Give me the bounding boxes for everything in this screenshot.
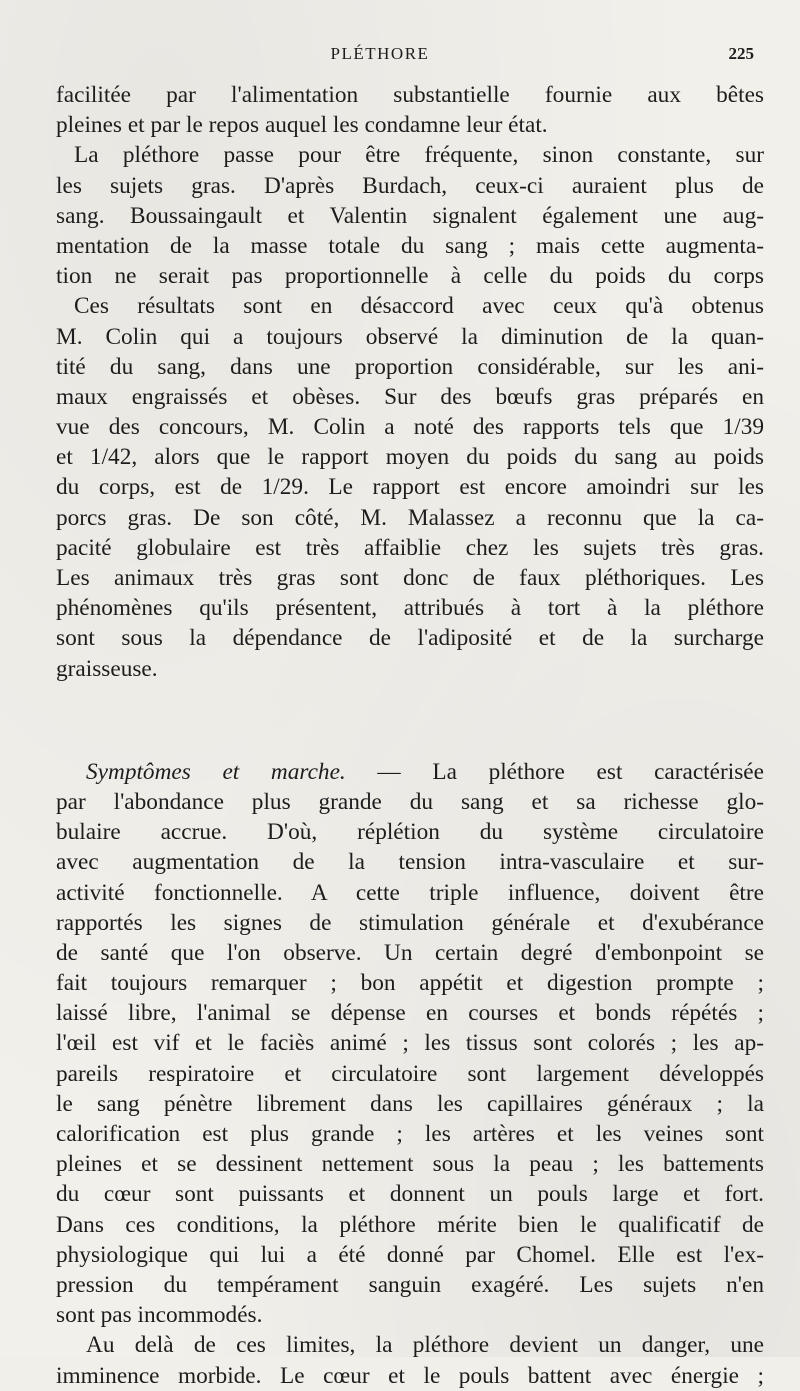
page-number: 225 — [728, 44, 754, 63]
text-line: vue des concours, M. Colin a noté des rapports tels que 1/39 — [56, 414, 764, 441]
text-line: porcs gras. De son côté, M. Malassez a reconnu que la ca- — [56, 504, 764, 531]
text-line: pacité globulaire est très affaiblie chez les sujets très gras. — [56, 534, 764, 561]
text-line: mentation de la masse totale du sang ; mais cette augmenta- — [56, 232, 764, 259]
text-line: les sujets gras. D'après Burdach, ceux-ci auraient plus de — [56, 172, 764, 199]
text-line: sont sous la dépendance de l'adiposité et de la surcharge — [56, 625, 764, 652]
section-heading: Symptômes et marche. — [86, 758, 346, 785]
text-line: Dans ces conditions, la pléthore mérite bien le qualificatif de — [56, 1211, 764, 1238]
text-line: physiologique qui lui a été donné par Chomel. Elle est l'ex- — [56, 1241, 764, 1268]
text-line: pareils respiratoire et circulatoire sont largement développés — [56, 1060, 764, 1087]
text-line: pression du tempérament sanguin exagéré. Les sujets n'en — [56, 1271, 764, 1298]
section-line-text: La pléthore est caractérisée — [432, 758, 764, 785]
text-line: calorification est plus grande ; les artères et les veines sont — [56, 1121, 764, 1147]
text-line: La pléthore passe pour être fréquente, sinon constante, sur — [74, 142, 764, 169]
text-line: Les animaux très gras sont donc de faux pléthoriques. Les — [56, 565, 764, 591]
text-line: rapportés les signes de stimulation générale et d'exubérance — [56, 909, 764, 936]
text-line: tion ne serait pas proportionnelle à celle du poids du corps — [56, 263, 764, 290]
text-line: activité fonctionnelle. A cette triple influence, doivent être — [56, 879, 764, 906]
text-line: maux engraissés et obèses. Sur des bœufs gras préparés en — [56, 383, 764, 410]
text-line: Ces résultats sont en désaccord avec ceux qu'à obtenus — [74, 293, 764, 320]
em-dash: — — [345, 758, 433, 785]
section-first-line — [56, 757, 764, 787]
text-line: M. Colin qui a toujours observé la diminution de la quan- — [56, 323, 764, 350]
body-text — [56, 80, 764, 1391]
text-line: facilitée par l'alimentation substantielle fournie aux bêtes — [56, 82, 764, 108]
text-line: tité du sang, dans une proportion considérable, sur les ani- — [56, 353, 764, 380]
text-line: avec augmentation de la tension intra-vasculaire et sur- — [56, 849, 764, 876]
text-line: sang. Boussaingault et Valentin signalent également une aug- — [56, 202, 764, 229]
text-line: pleines et se dessinent nettement sous la peau ; les battements — [56, 1151, 764, 1178]
text-line: laissé libre, l'animal se dépense en courses et bonds répétés ; — [56, 1000, 764, 1027]
section-spacer — [56, 684, 764, 757]
text-line: bulaire accrue. D'où, réplétion du système circulatoire — [56, 819, 764, 846]
text-line: imminence morbide. Le cœur et le pouls battent avec énergie ; — [56, 1362, 764, 1389]
text-line: sont pas incommodés. — [56, 1302, 263, 1329]
text-line: du corps, est de 1/29. Le rapport est encore amoindri sur les — [56, 474, 764, 501]
text-line: l'œil est vif et le faciès animé ; les tissus sont colorés ; les ap- — [56, 1030, 764, 1057]
text-line: fait toujours remarquer ; bon appétit et digestion prompte ; — [56, 970, 764, 997]
text-line: par l'abondance plus grande du sang et sa richesse glo- — [56, 788, 764, 815]
text-line: le sang pénètre librement dans les capillaires généraux ; la — [56, 1090, 764, 1117]
text-line: graisseuse. — [56, 655, 158, 682]
page-header — [0, 44, 800, 74]
text-line: Au delà de ces limites, la pléthore devient un danger, une — [86, 1332, 764, 1359]
text-line: pleines et par le repos auquel les condamne leur état. — [56, 112, 548, 139]
text-line: du cœur sont puissants et donnent un pouls large et fort. — [56, 1181, 764, 1208]
running-title: PLÉTHORE — [330, 44, 430, 63]
text-line: phénomènes qu'ils présentent, attribués à tort à la pléthore — [56, 595, 764, 622]
text-line: de santé que l'on observe. Un certain degré d'embonpoint se — [56, 939, 764, 966]
text-line: et 1/42, alors que le rapport moyen du poids du sang au poids — [56, 444, 764, 471]
